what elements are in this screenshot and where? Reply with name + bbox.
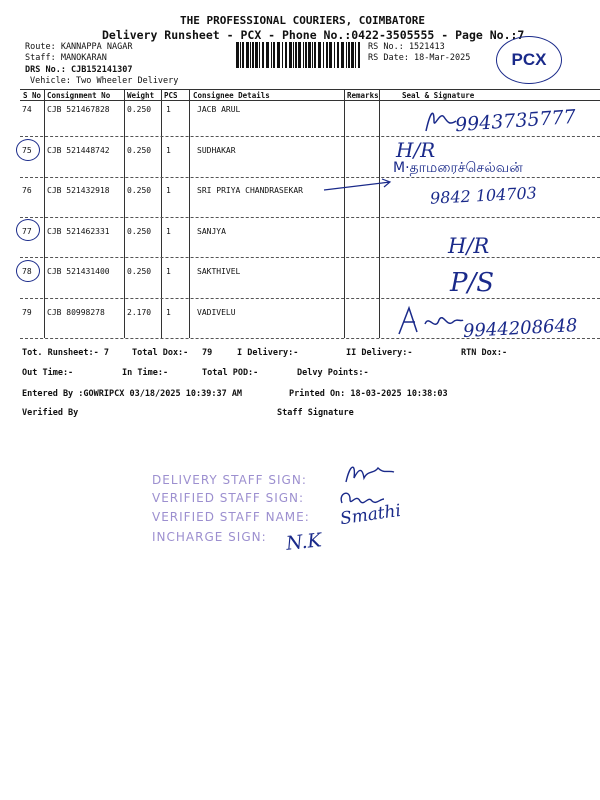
sno-circle-mark [16,139,40,161]
barcode-bar [242,42,244,68]
handwritten-incharge-sign: N.K [284,529,323,555]
table-top-border [20,89,600,90]
barcode-bar [318,42,321,68]
barcode-bar [236,42,239,68]
row-consignee: SUDHAKAR [197,146,236,155]
table-header-border [20,100,600,101]
barcode-bar [259,42,260,68]
col-header-consignee: Consignee Details [193,91,270,100]
row-consignee: SRI PRIYA CHANDRASEKAR [197,186,303,195]
row-consignment: CJB 521462331 [47,227,110,236]
barcode-bar [314,42,316,68]
col-header-remarks: Remarks [347,91,379,100]
barcode-bar [282,42,283,68]
rtn-dox: RTN Dox:- [461,348,508,358]
sno-circle-mark [16,219,40,241]
total-dox-label: Total Dox:- [132,348,189,358]
col-divider [189,89,190,338]
col-header-pcs: PCS [164,91,178,100]
drs-number: DRS No.: CJB152141307 [25,65,133,75]
row-consignee: SANJYA [197,227,226,236]
barcode-bar [298,42,301,68]
barcode-bar [341,42,344,68]
col-divider [344,89,345,338]
pcx-stamp [496,36,562,84]
row-consignment: CJB 80998278 [47,308,105,317]
row-consignee: JACB ARUL [197,105,241,114]
row-divider [20,217,600,218]
col-header-sno: S No [23,91,42,100]
handwritten-signature [340,460,400,488]
row-pcs: 1 [166,105,171,114]
col-header-consignment: Consignment No [47,91,111,100]
col-divider [379,89,380,338]
row-consignee: SAKTHIVEL [197,267,241,276]
row-consignment: CJB 521432918 [47,186,110,195]
vehicle-label: Vehicle: Two Wheeler Delivery [30,76,179,86]
rs-date: RS Date: 18-Mar-2025 [368,53,471,63]
row-weight: 2.170 [127,308,152,317]
handwritten-arrow [322,178,394,194]
barcode-bar [348,42,350,68]
barcode-bar [293,42,294,68]
sno-circle-mark [16,260,40,282]
row-consignment: CJB 521431400 [47,267,110,276]
barcode-bar [285,42,287,68]
barcode-bar [250,42,251,68]
row-pcs: 1 [166,267,171,276]
row-weight: 0.250 [127,105,152,114]
handwritten-signature [395,302,465,340]
handwritten-ps: P/S [450,268,495,298]
barcode-bar [312,42,313,68]
row-weight: 0.250 [127,146,152,155]
barcode-bar [246,42,249,68]
barcode-bar [277,42,280,68]
row-weight: 0.250 [127,227,152,236]
handwritten-name: M·தாமரைச்செல்வன் [393,160,523,176]
barcode-bar [355,42,356,68]
total-dox-value: 79 [202,348,213,358]
staff-signature-label: Staff Signature [277,408,354,418]
col-header-weight: Weight [127,91,155,100]
barcode-bar [326,42,328,68]
handwritten-phone: 9943735777 [454,105,577,137]
row-pcs: 1 [166,186,171,195]
printed-on: Printed On: 18-03-2025 10:38:03 [289,389,448,399]
row-sno: 76 [22,186,32,195]
barcode-bar [323,42,324,68]
company-title: THE PROFESSIONAL COURIERS, COIMBATORE [180,14,426,27]
out-time: Out Time:- [22,368,74,378]
row-sno: 74 [22,105,32,114]
col-divider [124,89,125,338]
barcode-bar [308,42,311,68]
handwritten-phone: 9944208648 [462,315,579,342]
total-pod: Total POD:- [202,368,259,378]
delvy-points: Delvy Points:- [297,368,369,378]
barcode-bar [334,42,335,68]
verified-by: Verified By [22,408,79,418]
route-label: Route: KANNAPPA NAGAR [25,42,133,52]
barcode-bar [358,42,360,68]
row-divider [20,298,600,299]
row-pcs: 1 [166,227,171,236]
row-pcs: 1 [166,146,171,155]
barcode-bar [295,42,297,68]
row-weight: 0.250 [127,267,152,276]
row-divider [20,136,600,137]
barcode-bar [305,42,307,68]
row-sno: 77 [22,227,32,236]
col-header-seal: Seal & Signature [402,91,475,100]
pcx-stamp-text: PCX [511,50,547,69]
row-divider [20,257,600,258]
barcode-bar [266,42,269,68]
row-sno: 75 [22,146,32,155]
row-consignment: CJB 521467828 [47,105,110,114]
barcode-bar [303,42,304,68]
handwritten-initials: H/R [396,138,436,162]
barcode-bar [337,42,339,68]
barcode-bar [271,42,272,68]
barcode-image [236,42,362,68]
row-consignment: CJB 521448742 [47,146,110,155]
entered-by: Entered By :GOWRIPCX 03/18/2025 10:39:37 AM [22,389,243,399]
row-sno: 78 [22,267,32,276]
staff-label: Staff: MANOKARAN [25,53,107,63]
barcode-bar [289,42,292,68]
barcode-bar [262,42,264,68]
barcode-bar [351,42,354,68]
barcode-bar [329,42,332,68]
col-divider [161,89,162,338]
col-divider [44,89,45,338]
i-delivery: I Delivery:- [237,348,299,358]
rs-number: RS No.: 1521413 [368,42,445,52]
row-weight: 0.250 [127,186,152,195]
stamp-verified-staff-name: VERIFIED STAFF NAME: [152,510,310,524]
row-pcs: 1 [166,308,171,317]
stamp-incharge-sign: INCHARGE SIGN: [152,530,267,544]
handwritten-phone: 9842 104703 [429,183,538,208]
row-consignee: VADIVELU [197,308,236,317]
tot-runsheet: Tot. Runsheet:- 7 [22,348,109,358]
row-sno: 79 [22,308,32,317]
stamp-verified-staff-sign: VERIFIED STAFF SIGN: [152,491,305,505]
runsheet-title: Delivery Runsheet - PCX - Phone No.:0422-3505555 - Page No.:7 [102,28,525,42]
barcode-bar [346,42,347,68]
in-time: In Time:- [122,368,169,378]
ii-delivery: II Delivery:- [346,348,413,358]
barcode-bar [273,42,275,68]
handwritten-staff-name: Smathi [338,500,403,530]
barcode-bar [252,42,254,68]
handwritten-initials: H/R [448,234,490,258]
stamp-delivery-staff-sign: DELIVERY STAFF SIGN: [152,473,307,487]
barcode-bar [240,42,241,68]
barcode-bar [255,42,258,68]
